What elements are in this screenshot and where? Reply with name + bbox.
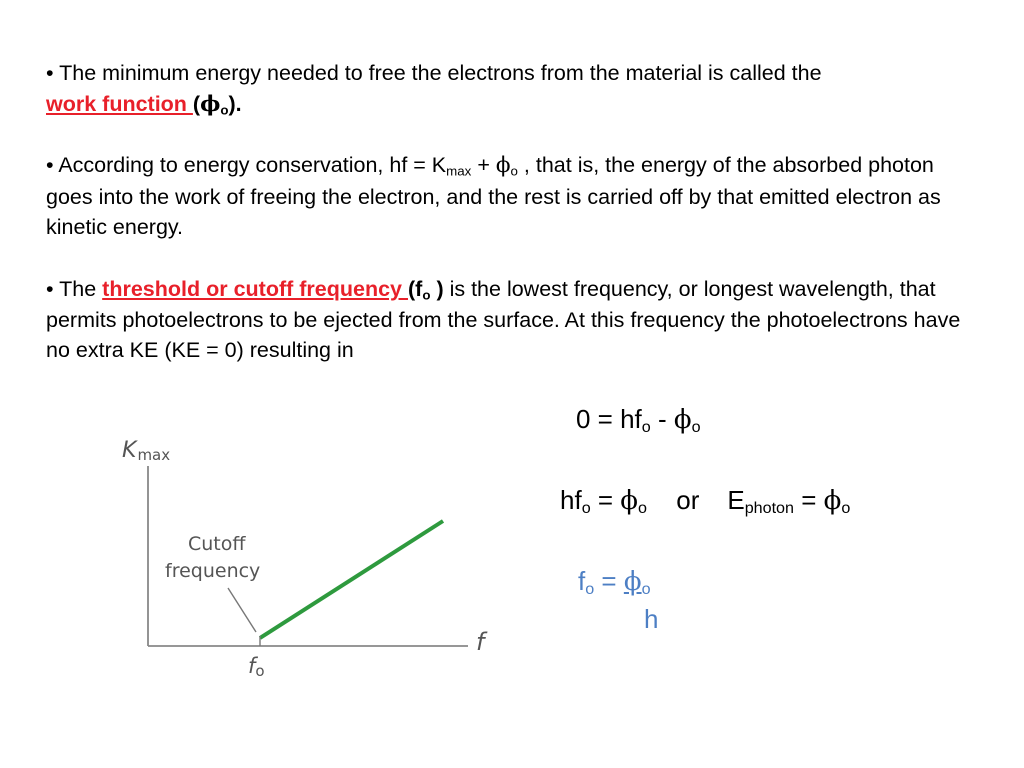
threshold-frequency-term: threshold or cutoff frequency <box>102 277 408 301</box>
phi-symbol: ϕ <box>623 567 642 597</box>
phi-symbol: ϕ <box>495 153 511 178</box>
cutoff-pointer <box>228 588 256 632</box>
or-label: or <box>676 485 700 515</box>
bullet: • <box>46 61 54 85</box>
fraction-numerator: $\phi_o$ <box>623 567 651 599</box>
cutoff-label-line2: frequency <box>165 560 261 582</box>
work-function-term: work function <box>46 91 193 116</box>
x-axis-label: f <box>476 628 485 656</box>
paragraph-energy-conservation: • According to energy conservation, hf = $K_{max} + \phi_o$ , that is, the energy of the absorbed photon goes into the work of freeing the electron, and the rest is carried off by that emitted electron as kinetic energy. <box>46 153 941 239</box>
phi-symbol: ϕ <box>673 405 692 435</box>
equation-cutoff-frequency: $f_o = \phi_o$ <box>578 566 651 599</box>
bullet: • <box>46 277 54 301</box>
phi-symbol: ϕ <box>620 486 639 516</box>
phi-symbol: ϕ <box>200 91 221 117</box>
y-axis-label: Kmax <box>122 438 171 464</box>
x-tick-label: fo <box>248 654 265 680</box>
equation-zero-energy: $0 = hf_o - \phi_o$ <box>576 404 701 437</box>
paragraph-threshold-frequency: • The threshold or cutoff frequency ($f_o$ ) is the lowest frequency, or longest wavelength, that permits photoelectrons to be ejected from the surface. At this frequency the photoelectrons have no extra KE (KE = 0) resulting in <box>46 277 961 362</box>
cutoff-label-line1: Cutoff <box>188 533 246 555</box>
p1-text: The minimum energy needed to free the electrons from the material is called the <box>59 61 822 85</box>
paragraph-work-function: • The minimum energy needed to free the electrons from the material is called the work function $(\phi_o)$. <box>46 61 822 117</box>
fraction-denominator: h <box>644 604 659 634</box>
bullet: • <box>46 153 54 177</box>
equation-work-function-relation: $hf_o = \phi_o$ or $E_{photon} = \phi_o$ <box>560 485 851 518</box>
phi-symbol: ϕ <box>823 486 842 516</box>
kmax-line <box>260 521 443 638</box>
